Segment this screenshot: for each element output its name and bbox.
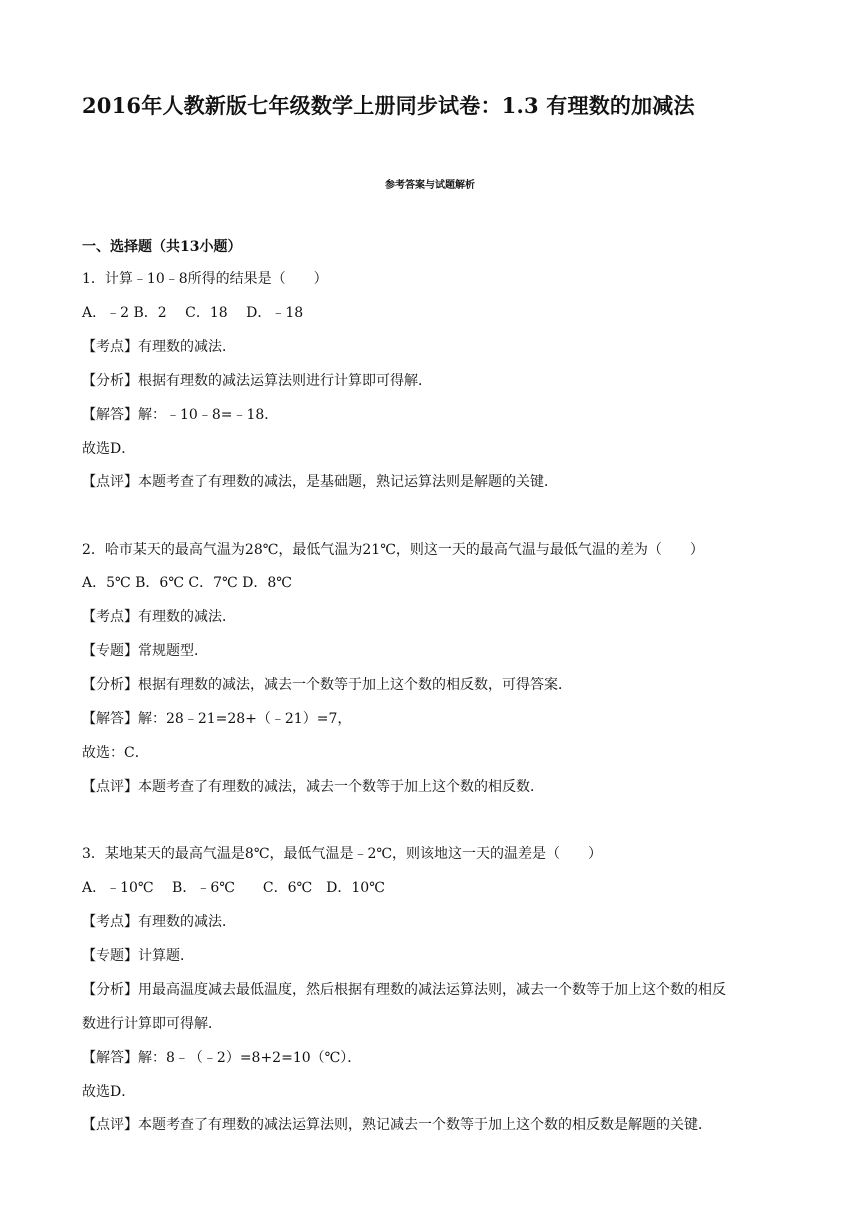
question-1-stem: 1．计算﹣10﹣8所得的结果是（ ）	[82, 271, 328, 287]
question-2-options: A．5℃ B．6℃ C．7℃ D．8℃	[82, 575, 292, 591]
question-2-choice: 故选：C．	[82, 745, 149, 761]
question-1-options: A．﹣2 B．2 C．18 D．﹣18	[82, 305, 304, 321]
question-2-comment: 【点评】本题考查了有理数的减法，减去一个数等于加上这个数的相反数．	[82, 779, 544, 795]
question-3-topic: 【专题】计算题．	[82, 948, 194, 964]
question-3-analysis-line-2: 数进行计算即可得解．	[82, 1016, 222, 1032]
page-title: 2016年人教新版七年级数学上册同步试卷：1.3 有理数的加减法	[82, 93, 695, 118]
question-1-analysis: 【分析】根据有理数的减法运算法则进行计算即可得解．	[82, 373, 432, 389]
section-heading: 一、选择题（共13小题）	[82, 239, 242, 255]
question-3-solution: 【解答】解：8﹣（﹣2）=8+2=10（℃）．	[82, 1050, 362, 1066]
question-2-topic: 【专题】常规题型．	[82, 643, 208, 659]
question-2-analysis: 【分析】根据有理数的减法，减去一个数等于加上这个数的相反数，可得答案．	[82, 677, 572, 693]
question-3-options: A．﹣10℃ B．﹣6℃ C．6℃ D．10℃	[82, 880, 385, 896]
question-3-choice: 故选D．	[82, 1084, 136, 1100]
question-1-solution: 【解答】解：﹣10﹣8=﹣18．	[82, 407, 279, 423]
question-2-solution: 【解答】解：28﹣21=28+（﹣21）=7，	[82, 711, 352, 727]
question-1-kaodian: 【考点】有理数的减法．	[82, 339, 236, 355]
question-1-comment: 【点评】本题考查了有理数的减法，是基础题，熟记运算法则是解题的关键．	[82, 474, 558, 490]
question-2-stem: 2．哈市某天的最高气温为28℃，最低气温为21℃，则这一天的最高气温与最低气温的差为（ ）	[82, 542, 704, 558]
question-3-comment: 【点评】本题考查了有理数的减法运算法则，熟记减去一个数等于加上这个数的相反数是解题的关键．	[82, 1117, 712, 1133]
question-3-kaodian: 【考点】有理数的减法．	[82, 914, 236, 930]
page-subtitle: 参考答案与试题解析	[385, 180, 475, 191]
question-1-choice: 故选D．	[82, 441, 136, 457]
question-3-analysis-line-1: 【分析】用最高温度减去最低温度，然后根据有理数的减法运算法则，减去一个数等于加上这个数的相反	[82, 982, 726, 998]
question-2-kaodian: 【考点】有理数的减法．	[82, 609, 236, 625]
question-3-stem: 3．某地某天的最高气温是8℃，最低气温是﹣2℃，则该地这一天的温差是（ ）	[82, 846, 603, 862]
